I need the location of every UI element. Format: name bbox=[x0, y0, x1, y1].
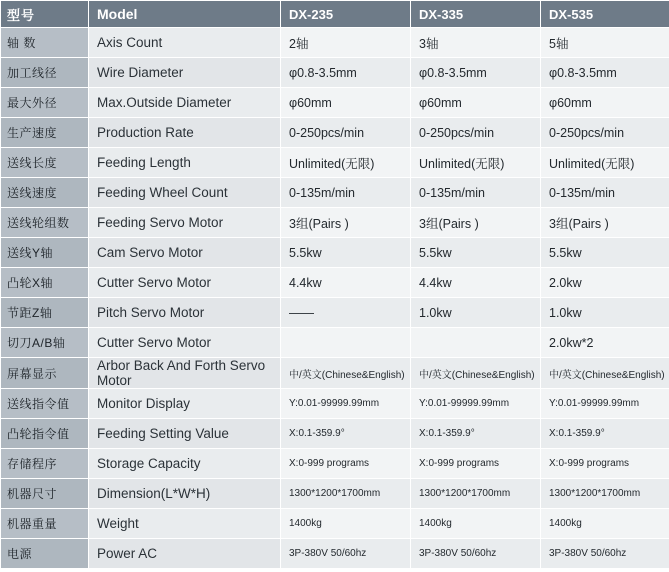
table-row bbox=[1, 178, 669, 208]
cell-value: X:0.1-359.9° bbox=[541, 419, 669, 449]
table-row bbox=[1, 419, 669, 449]
table-row bbox=[1, 298, 669, 328]
row-label-cn: 轴 数 bbox=[1, 28, 89, 58]
table-row bbox=[1, 328, 669, 358]
cell-value: 0-135m/min bbox=[541, 178, 669, 208]
row-label-cn: 送线长度 bbox=[1, 148, 89, 178]
cell-value: 3P-380V 50/60hz bbox=[541, 539, 669, 569]
cell-value: Unlimited(无限) bbox=[541, 148, 669, 178]
row-label-en: Production Rate bbox=[89, 118, 281, 148]
cell-value: Y:0.01-99999.99mm bbox=[281, 389, 411, 419]
cell-value: 2轴 bbox=[281, 28, 411, 58]
row-label-en: Arbor Back And Forth Servo Motor bbox=[89, 358, 281, 389]
cell-value: 中/英文(Chinese&English) bbox=[281, 358, 411, 389]
row-label-cn: 送线指令值 bbox=[1, 389, 89, 419]
cell-value: 中/英文(Chinese&English) bbox=[541, 358, 669, 389]
row-label-en: Feeding Length bbox=[89, 148, 281, 178]
cell-value: 1.0kw bbox=[411, 298, 541, 328]
cell-value: X:0-999 programs bbox=[411, 449, 541, 479]
row-label-en: Axis Count bbox=[89, 28, 281, 58]
cell-value: 1400kg bbox=[281, 509, 411, 539]
row-label-cn: 切刀A/B轴 bbox=[1, 328, 89, 358]
cell-value: 1300*1200*1700mm bbox=[411, 479, 541, 509]
table-header bbox=[1, 1, 669, 28]
table-row bbox=[1, 58, 669, 88]
row-label-en: Feeding Wheel Count bbox=[89, 178, 281, 208]
cell-value: X:0.1-359.9° bbox=[411, 419, 541, 449]
row-label-en: Wire Diameter bbox=[89, 58, 281, 88]
row-label-en: Max.Outside Diameter bbox=[89, 88, 281, 118]
cell-value: 2.0kw bbox=[541, 268, 669, 298]
table-row bbox=[1, 148, 669, 178]
row-label-en: Monitor Display bbox=[89, 389, 281, 419]
row-label-cn: 存储程序 bbox=[1, 449, 89, 479]
header-column-3: DX-535 bbox=[541, 1, 669, 28]
row-label-en: Cutter Servo Motor bbox=[89, 328, 281, 358]
table-row bbox=[1, 28, 669, 58]
table-row bbox=[1, 449, 669, 479]
cell-value: 0-250pcs/min bbox=[411, 118, 541, 148]
header-model-cn: 型号 bbox=[1, 1, 89, 28]
cell-value: 0-250pcs/min bbox=[281, 118, 411, 148]
row-label-en: Weight bbox=[89, 509, 281, 539]
row-label-en: Feeding Setting Value bbox=[89, 419, 281, 449]
row-label-cn: 送线Y轴 bbox=[1, 238, 89, 268]
header-column-1: DX-235 bbox=[281, 1, 411, 28]
cell-value: Y:0.01-99999.99mm bbox=[411, 389, 541, 419]
cell-value bbox=[281, 328, 411, 358]
row-label-cn: 机器重量 bbox=[1, 509, 89, 539]
table-row bbox=[1, 88, 669, 118]
row-label-cn: 屏幕显示 bbox=[1, 358, 89, 389]
cell-value: 1300*1200*1700mm bbox=[541, 479, 669, 509]
cell-value: Unlimited(无限) bbox=[281, 148, 411, 178]
table-row bbox=[1, 539, 669, 569]
row-label-en: Pitch Servo Motor bbox=[89, 298, 281, 328]
cell-value: 1400kg bbox=[541, 509, 669, 539]
row-label-cn: 加工线径 bbox=[1, 58, 89, 88]
cell-value: 3组(Pairs ) bbox=[541, 208, 669, 238]
cell-value: 5.5kw bbox=[541, 238, 669, 268]
cell-value: 3P-380V 50/60hz bbox=[411, 539, 541, 569]
table-row bbox=[1, 208, 669, 238]
row-label-cn: 机器尺寸 bbox=[1, 479, 89, 509]
cell-value: 0-135m/min bbox=[411, 178, 541, 208]
header-row bbox=[1, 1, 669, 28]
cell-value: X:0.1-359.9° bbox=[281, 419, 411, 449]
cell-value: 5.5kw bbox=[411, 238, 541, 268]
cell-value: φ60mm bbox=[281, 88, 411, 118]
cell-value: Y:0.01-99999.99mm bbox=[541, 389, 669, 419]
table-row bbox=[1, 479, 669, 509]
header-column-2: DX-335 bbox=[411, 1, 541, 28]
row-label-cn: 电源 bbox=[1, 539, 89, 569]
cell-value: —— bbox=[281, 298, 411, 328]
cell-value bbox=[411, 328, 541, 358]
cell-value: φ60mm bbox=[541, 88, 669, 118]
table-row bbox=[1, 118, 669, 148]
cell-value: X:0-999 programs bbox=[281, 449, 411, 479]
cell-value: 4.4kw bbox=[411, 268, 541, 298]
cell-value: 0-135m/min bbox=[281, 178, 411, 208]
cell-value: 1300*1200*1700mm bbox=[281, 479, 411, 509]
row-label-en: Power AC bbox=[89, 539, 281, 569]
cell-value: 1.0kw bbox=[541, 298, 669, 328]
cell-value: φ0.8-3.5mm bbox=[281, 58, 411, 88]
cell-value: 中/英文(Chinese&English) bbox=[411, 358, 541, 389]
cell-value: φ60mm bbox=[411, 88, 541, 118]
cell-value: 3组(Pairs ) bbox=[411, 208, 541, 238]
row-label-en: Feeding Servo Motor bbox=[89, 208, 281, 238]
cell-value: 3轴 bbox=[411, 28, 541, 58]
row-label-en: Dimension(L*W*H) bbox=[89, 479, 281, 509]
row-label-en: Cam Servo Motor bbox=[89, 238, 281, 268]
row-label-cn: 节距Z轴 bbox=[1, 298, 89, 328]
cell-value: 4.4kw bbox=[281, 268, 411, 298]
cell-value: X:0-999 programs bbox=[541, 449, 669, 479]
table-body bbox=[1, 28, 669, 569]
table-row bbox=[1, 509, 669, 539]
table-row bbox=[1, 358, 669, 389]
cell-value: 0-250pcs/min bbox=[541, 118, 669, 148]
row-label-cn: 生产速度 bbox=[1, 118, 89, 148]
row-label-cn: 最大外径 bbox=[1, 88, 89, 118]
cell-value: 2.0kw*2 bbox=[541, 328, 669, 358]
cell-value: 1400kg bbox=[411, 509, 541, 539]
cell-value: Unlimited(无限) bbox=[411, 148, 541, 178]
table-row bbox=[1, 389, 669, 419]
row-label-cn: 凸轮X轴 bbox=[1, 268, 89, 298]
row-label-en: Storage Capacity bbox=[89, 449, 281, 479]
row-label-cn: 送线速度 bbox=[1, 178, 89, 208]
table-row bbox=[1, 268, 669, 298]
table-row bbox=[1, 238, 669, 268]
row-label-cn: 送线轮组数 bbox=[1, 208, 89, 238]
row-label-cn: 凸轮指令值 bbox=[1, 419, 89, 449]
cell-value: φ0.8-3.5mm bbox=[541, 58, 669, 88]
row-label-en: Cutter Servo Motor bbox=[89, 268, 281, 298]
cell-value: 3P-380V 50/60hz bbox=[281, 539, 411, 569]
cell-value: 5轴 bbox=[541, 28, 669, 58]
cell-value: φ0.8-3.5mm bbox=[411, 58, 541, 88]
header-model-en: Model bbox=[89, 1, 281, 28]
cell-value: 3组(Pairs ) bbox=[281, 208, 411, 238]
cell-value: 5.5kw bbox=[281, 238, 411, 268]
